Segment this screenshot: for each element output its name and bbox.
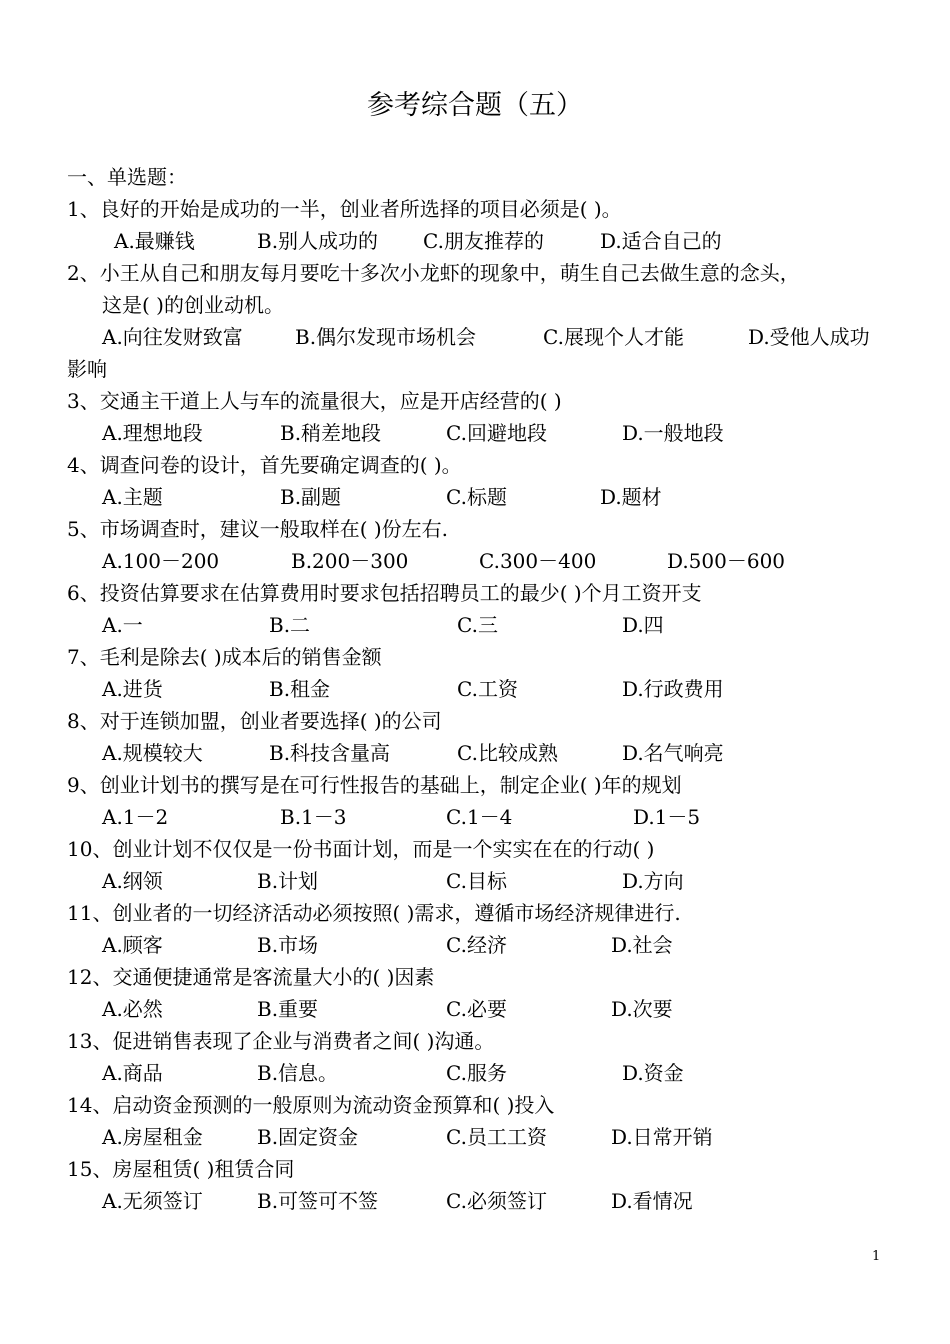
option-b: B.1－3 [280,805,347,829]
option-d: D.社会 [611,933,673,957]
option-d: D.日常开销 [611,1125,713,1149]
option-d: D.一般地段 [622,421,724,445]
option-b: B.信息。 [257,1061,339,1085]
option-b: B.计划 [257,869,319,893]
option-d: D.资金 [622,1061,684,1085]
option-d: D.次要 [611,997,673,1021]
option-b: B.别人成功的 [257,229,379,253]
question-6-stem: 6、投资估算要求在估算费用时要求包括招聘员工的最少( )个月工资开支 [67,581,702,605]
option-c: C.必要 [446,997,507,1021]
option-c: C.比较成熟 [457,741,558,765]
option-a: A.向往发财致富 [102,325,243,349]
option-d: D.受他人成功 [748,325,870,349]
section-heading: 一、单选题： [67,165,187,189]
question-3-stem: 3、交通主干道上人与车的流量很大，应是开店经营的( ) [67,389,562,413]
option-c: C.经济 [446,933,507,957]
option-d: D.名气响亮 [622,741,724,765]
option-c: C.必须签订 [446,1189,547,1213]
option-d: D.看情况 [611,1189,693,1213]
option-a: A.纲领 [102,869,163,893]
option-a: A.房屋租金 [102,1125,203,1149]
option-c: C.朋友推荐的 [423,229,544,253]
question-11-stem: 11、创业者的一切经济活动必须按照( )需求，遵循市场经济规律进行. [67,901,681,925]
option-a: A.1－2 [102,805,169,829]
question-10-stem: 10、创业计划不仅仅是一份书面计划，而是一个实实在在的行动( ) [67,837,655,861]
question-12-stem: 12、交通便捷通常是客流量大小的( )因素 [67,965,435,989]
option-c: C.1－4 [446,805,513,829]
question-7-stem: 7、毛利是除去( )成本后的销售金额 [67,645,382,669]
option-a: A.商品 [102,1061,163,1085]
question-5-stem: 5、市场调查时，建议一般取样在( )份左右. [67,517,449,541]
option-c: C.员工工资 [446,1125,547,1149]
option-d: D.适合自己的 [600,229,722,253]
option-a: A.顾客 [102,933,163,957]
option-d: D.四 [622,613,664,637]
option-d: D.方向 [622,869,684,893]
option-d: D.500－600 [667,549,786,573]
question-4-stem: 4、调查问卷的设计，首先要确定调查的( )。 [67,453,462,477]
option-d: D.题材 [600,485,662,509]
option-c: C.三 [457,613,498,637]
option-a: A.100－200 [102,549,220,573]
option-b: B.市场 [257,933,319,957]
option-a: A.主题 [102,485,163,509]
option-b: B.二 [269,613,311,637]
option-d: D.1－5 [633,805,701,829]
page-number: 1 [872,1249,881,1264]
option-c: C.300－400 [479,549,597,573]
option-b: B.稍差地段 [280,421,382,445]
question-2-stem: 2、小王从自己和朋友每月要吃十多次小龙虾的现象中，萌生自己去做生意的念头， [67,261,800,285]
option-c: C.标题 [446,485,507,509]
option-b: B.租金 [269,677,331,701]
option-a: A.一 [102,613,143,637]
question-8-stem: 8、对于连锁加盟，创业者要选择( )的公司 [67,709,442,733]
page-title: 参考综合题（五） [367,90,583,121]
option-a: A.无须签订 [102,1189,203,1213]
option-b: B.200－300 [291,549,409,573]
option-a: A.规模较大 [102,741,203,765]
option-a: A.进货 [102,677,163,701]
question-1-stem: 1、良好的开始是成功的一半，创业者所选择的项目必须是( )。 [67,197,622,221]
option-a: A.必然 [102,997,163,1021]
option-b: B.偶尔发现市场机会 [295,325,477,349]
option-b: B.可签可不签 [257,1189,379,1213]
question-15-stem: 15、房屋租赁( )租赁合同 [67,1157,295,1181]
option-c: C.目标 [446,869,507,893]
question-2-stem-continued: 这是( )的创业动机。 [102,293,284,317]
option-a: A.最赚钱 [114,229,195,253]
question-14-stem: 14、启动资金预测的一般原则为流动资金预算和( )投入 [67,1093,555,1117]
option-c: C.服务 [446,1061,507,1085]
option-c: C.展现个人才能 [543,325,684,349]
option-c: C.工资 [457,677,518,701]
option-d: D.行政费用 [622,677,724,701]
option-b: B.固定资金 [257,1125,359,1149]
option-b: B.科技含量高 [269,741,391,765]
question-9-stem: 9、创业计划书的撰写是在可行性报告的基础上，制定企业( )年的规划 [67,773,682,797]
question-13-stem: 13、促进销售表现了企业与消费者之间( )沟通。 [67,1029,495,1053]
question-2-option-wrap: 影响 [67,357,107,381]
option-b: B.副题 [280,485,342,509]
option-c: C.回避地段 [446,421,547,445]
option-a: A.理想地段 [102,421,203,445]
option-b: B.重要 [257,997,319,1021]
